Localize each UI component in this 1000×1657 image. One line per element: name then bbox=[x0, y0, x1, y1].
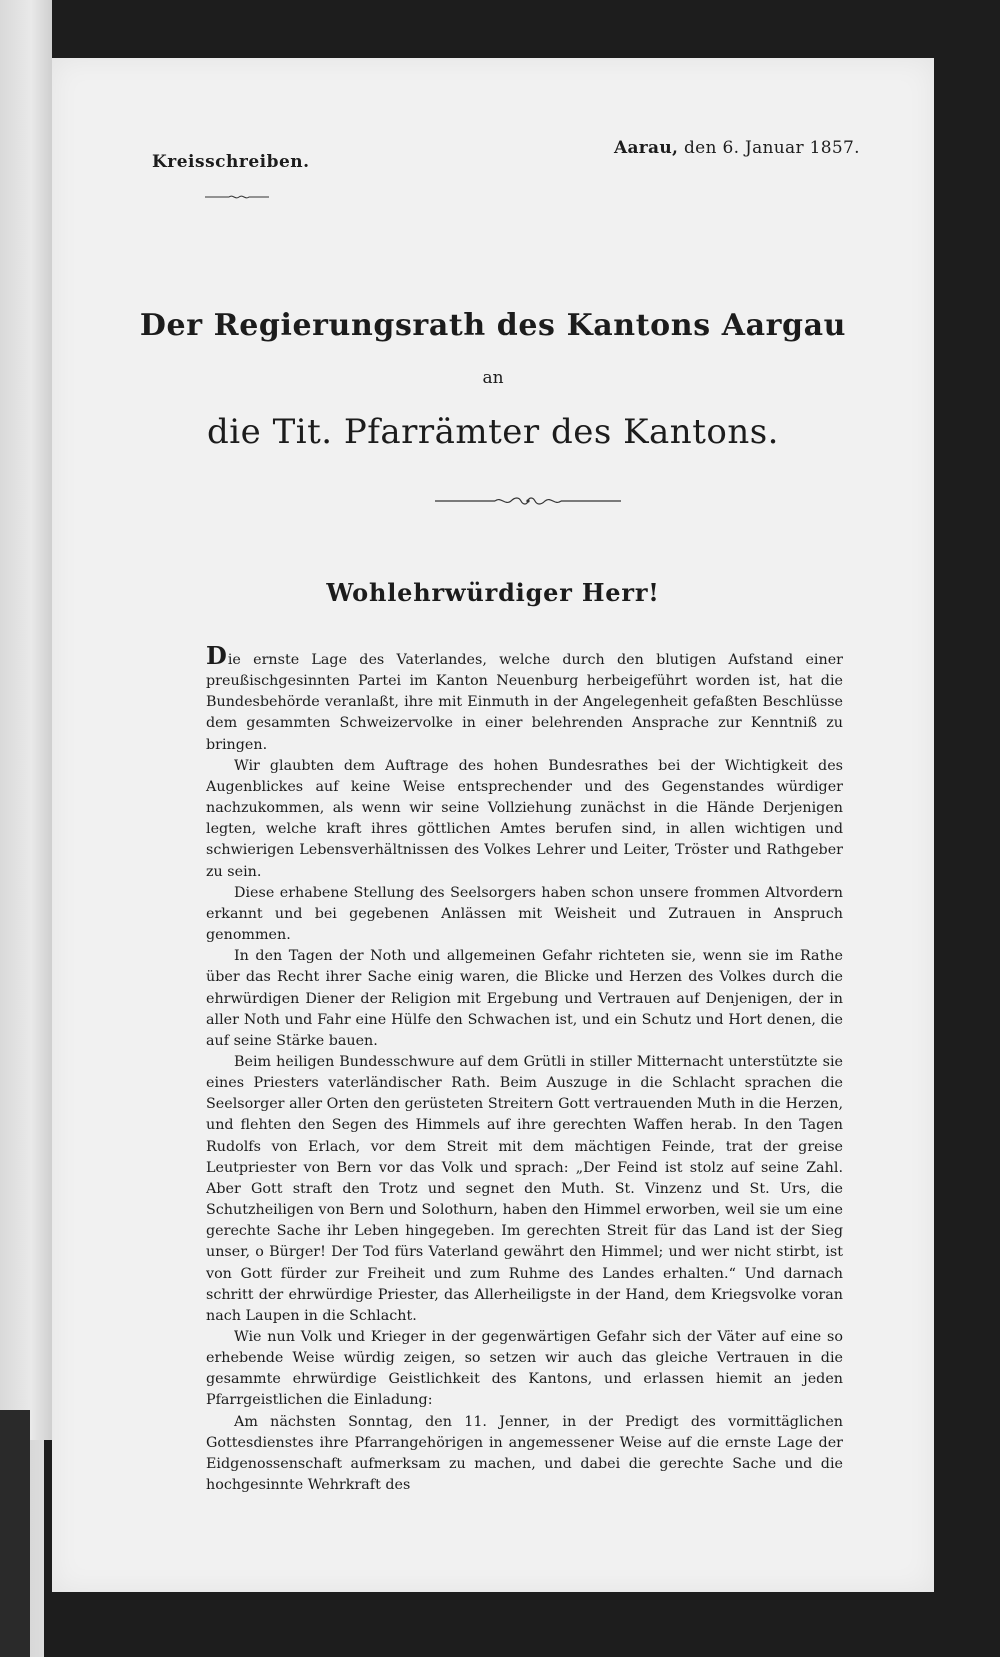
paragraph-5: Beim heiligen Bundesschwure auf dem Grütli in stiller Mitternacht unterstützte sie eines Priesters vaterländischer Rath. Beim Auszuge in die Schlacht sprachen die Seelsorger aller Orten den gerüsteten Streitern Gott vertrauenden Muth in die Herzen, und flehten den Segen des Himmels auf ihre gerechten Waffen herab. In den Tagen Rudolfs von Erlach, vor dem Streit mit dem mächtigen Feinde, trat der greise Leutpriester von Bern vor das Volk und sprach: „Der Feind ist stolz auf seine Zahl. Aber Gott straft den Trotz und segnet den Muth. St. Vinzenz und St. Urs, die Schutzheiligen von Bern und Solothurn, haben den Himmel erworben, weil sie um eine gerechte Sache ihr Leben hingegeben. Im gerechten Streit für das Land ist der Sieg unser, o Bürger! Der Tod fürs Vaterland gewährt den Himmel; und wer nicht stirbt, ist von Gott fürder zur Freiheit und zum Ruhme des Landes erhalten.“ Und darnach schritt der ehrwürdige Priester, das Allerheiligste in der Hand, dem Kriegsvolke voran nach Laupen in die Schlacht. bbox=[206, 1053, 843, 1324]
adjacent-page-edge bbox=[0, 0, 52, 1440]
header-flourish-ornament bbox=[205, 194, 269, 200]
date-text: den 6. Januar 1857. bbox=[683, 138, 860, 158]
main-title: Der Regierungsrath des Kantons Aargau bbox=[139, 308, 847, 343]
sub-title: die Tit. Pfarrämter des Kantons. bbox=[207, 412, 779, 452]
paragraph-3: Diese erhabene Stellung des Seelsorgers haben schon unsere frommen Altvordern erkannt und bei gegebenen Anlässen mit Weisheit und Zutrauen in Anspruch genommen. bbox=[206, 884, 843, 944]
title-connector: an bbox=[482, 368, 504, 388]
paragraph-2: Wir glaubten dem Auftrage des hohen Bundesrathes bei der Wichtigkeit des Augenblickes auf keine Weise entsprechender und des Gegenstandes würdiger nachzukommen, als wenn wir seine Vollziehung zunächst in die Hände Derjenigen legten, welche kraft ihres göttlichen Amtes berufen sind, in allen wichtigen und schwierigen Lebensverhältnissen des Volkes Lehrer und Leiter, Tröster und Rathgeber zu sein. bbox=[206, 757, 843, 880]
date-line bbox=[614, 138, 860, 158]
paragraph-7: Am nächsten Sonntag, den 11. Jenner, in der Predigt des vormittäglichen Gottesdienstes ihre Pfarrangehörigen in angemessener Weise auf die ernste Lage der Eidgenossenschaft aufmerksam zu machen, und dabei die gerechte Sache und die hochgesinnte Wehrkraft des bbox=[206, 1413, 843, 1494]
paragraph-1: Die ernste Lage des Vaterlandes, welche durch den blutigen Aufstand einer preußischgesinnten Partei im Kanton Neuenburg herbeigeführt worden ist, hat die Bundesbehörde veranlaßt, ihre mit Einmuth in der Angelegenheit gefaßten Beschlüsse dem gesammten Schweizervolke in einer belehrenden Ansprache zur Kenntniß zu bringen. bbox=[206, 641, 843, 753]
paragraph-4: In den Tagen der Noth und allgemeinen Gefahr richteten sie, wenn sie im Rathe über das Recht ihrer Sache einig waren, die Blicke und Herzen des Volkes durch die ehrwürdigen Diener der Religion mit Ergebung und Vertrauen auf Denjenigen, der in aller Noth und Fahr eine Hülfe den Schwachen ist, und ein Schutz und Hort denen, die auf seine Stärke bauen. bbox=[206, 948, 843, 1049]
document-type-label: Kreisschreiben. bbox=[152, 152, 310, 172]
date-place: Aarau, bbox=[614, 138, 679, 158]
salutation: Wohlehrwürdiger Herr! bbox=[326, 578, 660, 607]
binding-shadow bbox=[0, 1410, 30, 1657]
title-divider-ornament bbox=[435, 494, 621, 508]
paragraph-6: Wie nun Volk und Krieger in der gegenwärtigen Gefahr sich der Väter auf eine so erhebende Weise würdig zeigen, so setzen wir auch das gleiche Vertrauen in die gesammte ehrwürdige Geistlichkeit des Kantons, und erlassen hiemit an jeden Pfarrgeistlichen die Einladung: bbox=[206, 1329, 843, 1409]
letter-body bbox=[206, 641, 843, 1496]
